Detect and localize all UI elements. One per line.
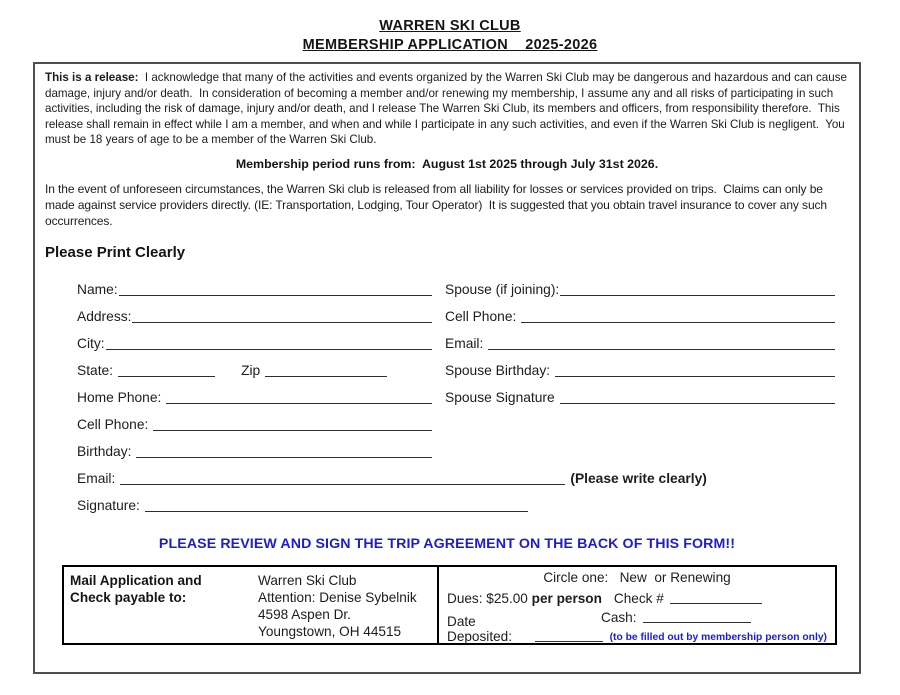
mail-address [258, 572, 417, 643]
email-fill-line [120, 484, 565, 485]
zip-label: Zip [241, 362, 261, 378]
cell-phone-fill-line [153, 430, 432, 431]
dues-prefix: Dues: $25.00 [447, 591, 532, 606]
spouse-email-field [445, 325, 835, 352]
mail-address-line-2: Attention: Denise Sybelnik [258, 590, 417, 605]
spouse-email-fill-line [488, 349, 835, 350]
form-row-5 [77, 379, 835, 406]
form-row-2 [77, 298, 835, 325]
club-title: WARREN SKI CLUB [379, 18, 521, 34]
release-body: I acknowledge that many of the activities and events organized by the Warren Ski Club may be dangerous and hazardous and can cause damage, injury and/or death. In consideration of becoming a member and/or renewing my membership, I assume any and all risks of participating in such activities, including the risk of damage, injury and/or death, and I release The Warren Ski Club, its members and officers, from responsibility therefore. This release shall remain in effect while I am a member, and when and while I participate in any such activities, and even if the Warren Ski Club is negligent. You must be 18 years of age to be a member of the Warren Ski Club. [45, 71, 851, 147]
check-number-label: Check # [613, 591, 664, 606]
cash-field [601, 606, 827, 625]
name-fill-line [119, 295, 432, 296]
application-title: MEMBERSHIP APPLICATION 2025-2026 [302, 37, 598, 53]
mail-address-line-4: Youngstown, OH 44515 [258, 624, 402, 639]
spouse-cell-phone-label: Cell Phone: [445, 308, 517, 324]
name-field [77, 271, 432, 298]
birthday-field [77, 433, 432, 460]
cash-label: Cash: [601, 610, 637, 625]
spouse-cell-phone-field [445, 298, 835, 325]
spouse-fill-line [560, 295, 835, 296]
dues-per-person: per person [531, 591, 602, 606]
name-label: Name: [77, 281, 118, 297]
spouse-field [445, 271, 835, 298]
form-row-4 [77, 352, 835, 379]
print-clearly-heading: Please Print Clearly [45, 243, 186, 261]
check-number-field [614, 591, 762, 606]
membership-only-note: (to be filled out by membership person only) [609, 632, 827, 643]
home-phone-label: Home Phone: [77, 389, 162, 405]
mail-instruction-line-1: Mail Application and [70, 573, 202, 588]
address-field [77, 298, 432, 325]
check-number-fill-line [670, 603, 762, 604]
title-block [0, 0, 900, 55]
home-phone-field [77, 379, 432, 406]
application-fields [77, 271, 835, 514]
spouse-email-label: Email: [445, 335, 484, 351]
zip-fill-line [265, 376, 387, 377]
trip-agreement-notice: PLEASE REVIEW AND SIGN THE TRIP AGREEMENT ON THE BACK OF THIS FORM!! [158, 535, 736, 552]
form-row-1 [77, 271, 835, 298]
signature-fill-line [145, 511, 528, 512]
city-fill-line [106, 349, 432, 350]
address-fill-line [132, 322, 432, 323]
spouse-birthday-field [445, 352, 835, 379]
cell-phone-field [77, 406, 432, 433]
dues-check-row [447, 587, 827, 606]
form-row-7 [77, 433, 835, 460]
spouse-cell-phone-fill-line [521, 322, 835, 323]
state-fill-line [118, 376, 215, 377]
spouse-birthday-fill-line [555, 376, 835, 377]
home-phone-fill-line [166, 403, 432, 404]
date-deposited-label: Date Deposited: [447, 614, 512, 644]
city-field [77, 325, 432, 352]
spouse-signature-label: Spouse Signature [445, 389, 555, 405]
mail-box-right-cell [439, 567, 835, 643]
email-note: (Please write clearly) [570, 470, 707, 486]
dues-amount [447, 591, 602, 606]
form-row-3 [77, 325, 835, 352]
form-border-box [33, 62, 861, 674]
spouse-label: Spouse (if joining): [445, 281, 560, 297]
cash-fill-line [643, 622, 751, 623]
mail-box-left-cell [64, 567, 439, 643]
state-zip-field [77, 352, 432, 379]
row-6-spacer [445, 406, 835, 433]
spouse-signature-fill-line [560, 403, 835, 404]
address-label: Address: [77, 308, 132, 324]
city-label: City: [77, 335, 105, 351]
spouse-signature-field [445, 379, 835, 406]
birthday-fill-line [136, 457, 432, 458]
membership-period-line: Membership period runs from: August 1st 2025 through July 31st 2026. [235, 156, 659, 171]
release-paragraph [45, 70, 849, 148]
form-row-9 [77, 487, 835, 514]
mail-instruction-label [70, 572, 258, 643]
form-row-8 [77, 460, 835, 487]
row-7-spacer [445, 433, 835, 460]
date-deposited-fill-line [535, 641, 602, 642]
signature-label: Signature: [77, 497, 140, 513]
liability-paragraph: In the event of unforeseen circumstances, the Warren Ski club is released from all liability for losses or services provided on trips. Claims can only be made against service providers directly. (IE: Transportation, Lodging, Tour Operator) It is suggested that you obtain travel insurance to cover any such occurrences. [45, 181, 831, 228]
mail-address-line-3: 4598 Aspen Dr. [258, 607, 351, 622]
spouse-birthday-label: Spouse Birthday: [445, 362, 551, 378]
birthday-label: Birthday: [77, 443, 132, 459]
mail-instruction-line-2: Check payable to: [70, 590, 187, 605]
state-label: State: [77, 362, 114, 378]
form-row-6 [77, 406, 835, 433]
email-label: Email: [77, 470, 116, 486]
mail-address-line-1: Warren Ski Club [258, 573, 357, 588]
circle-one-line: Circle one: New or Renewing [543, 570, 731, 585]
email-field [77, 460, 835, 487]
cell-phone-label: Cell Phone: [77, 416, 149, 432]
mail-dues-box [62, 565, 837, 645]
release-lead: This is a release: [45, 71, 139, 84]
signature-field [77, 487, 835, 514]
